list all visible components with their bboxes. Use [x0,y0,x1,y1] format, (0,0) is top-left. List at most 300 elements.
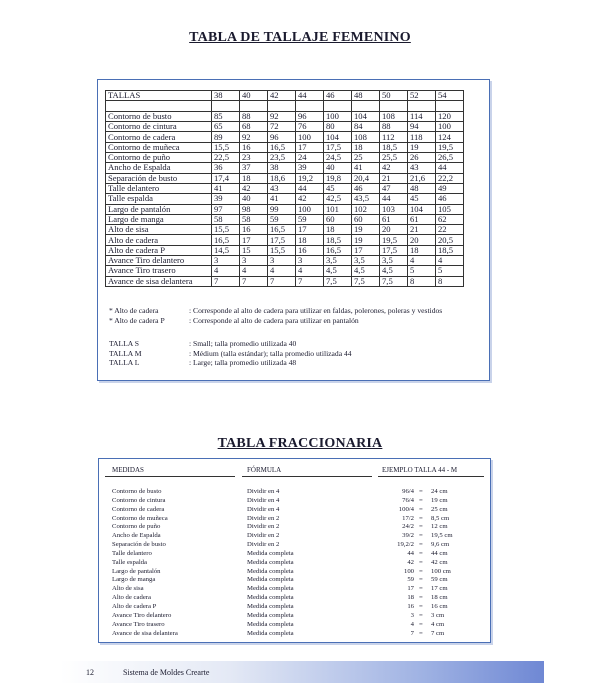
measure-name: Avance Tiro trasero [112,620,165,628]
equals-sign: = [419,505,423,513]
blank-cell [352,101,380,112]
result: 17 cm [431,585,448,593]
equals-sign: = [419,629,423,637]
size-header-cell: 50 [380,91,408,101]
measurement-row [106,245,464,255]
measurement-row [106,122,464,132]
result: 9,6 cm [431,541,450,549]
measurement-value: 20,5 [436,235,464,245]
equals-sign: = [419,585,423,593]
measurement-value: 4,5 [324,266,352,276]
measure-name: Contorno de cintura [112,496,166,504]
formula: Dividir en 4 [247,496,280,504]
measure-name: Avance de sisa delantera [112,629,178,637]
measurement-value: 39 [212,194,240,204]
measure-name: Separación de busto [112,541,166,549]
measurement-value: 20,4 [352,173,380,183]
measurement-value: 8 [436,276,464,286]
measurement-value: 80 [324,122,352,132]
sizes-panel [97,79,490,381]
measurement-value: 89 [212,132,240,142]
measure-name: Alto de sisa [112,585,144,593]
blank-cell [408,101,436,112]
measurement-value: 37 [240,163,268,173]
equals-sign: = [419,558,423,566]
measurement-value: 23 [240,153,268,163]
result: 44 cm [431,549,448,557]
fraction-row [99,506,490,515]
measurement-row [106,173,464,183]
hip-notes [109,306,442,325]
measurement-value: 96 [268,132,296,142]
measurement-value: 49 [436,183,464,193]
measurement-label: Contorno de busto [106,111,212,121]
measure-name: Alto de cadera P [112,602,157,610]
measurement-value: 47 [380,183,408,193]
measurement-row [106,132,464,142]
measurement-value: 60 [324,214,352,224]
measurement-value: 72 [268,122,296,132]
measurement-value: 3,5 [380,256,408,266]
measurement-value: 124 [436,132,464,142]
measurement-label: Contorno de cintura [106,122,212,132]
result: 42 cm [431,558,448,566]
result: 3 cm [431,611,445,619]
measurement-value: 17 [240,235,268,245]
result: 18 cm [431,594,448,602]
fraction-row [99,559,490,568]
measurement-value: 36 [212,163,240,173]
measurement-label: Talle delantero [106,183,212,193]
result: 16 cm [431,602,448,610]
measurement-value: 18 [296,235,324,245]
measurement-value: 43 [408,163,436,173]
measurement-value: 102 [352,204,380,214]
result: 19 cm [431,496,448,504]
measurement-value: 42,5 [324,194,352,204]
equals-sign: = [419,567,423,575]
measurement-value: 58 [212,214,240,224]
measurement-value: 61 [408,214,436,224]
measurement-value: 92 [240,132,268,142]
size-header-cell: 40 [240,91,268,101]
measurement-value: 100 [296,132,324,142]
formula: Medida completa [247,620,294,628]
blank-cell [212,101,240,112]
measurement-row [106,266,464,276]
measurement-value: 15,5 [268,245,296,255]
note-text: : Small; talla promedio utilizada 40 [189,339,297,348]
measurement-value: 7,5 [380,276,408,286]
note-key: * Alto de cadera P [109,315,165,325]
fraction-table-title: TABLA FRACCIONARIA [217,436,383,451]
calculation: 3 [410,611,414,619]
note-text: : Médium (talla estándar); talla promedio utilizada 44 [189,348,352,358]
blank-cell [296,101,324,112]
formula: Dividir en 4 [247,505,280,513]
measure-name: Ancho de Espalda [112,532,161,540]
size-header-cell: 38 [212,91,240,101]
equals-sign: = [419,620,423,628]
fraction-rows [99,488,490,638]
measurement-value: 44 [436,163,464,173]
measurement-value: 112 [380,132,408,142]
formula: Medida completa [247,629,294,637]
measurement-value: 88 [380,122,408,132]
measurement-value: 7 [212,276,240,286]
calculation: 24/2 [402,523,414,531]
blank-cell [106,101,212,112]
measurement-value: 17,5 [324,142,352,152]
measurement-label: Contorno de puño [106,153,212,163]
measurement-label: Separación de busto [106,173,212,183]
measurement-value: 84 [352,122,380,132]
equals-sign: = [419,541,423,549]
calculation: 42 [407,558,414,566]
measurement-value: 17,5 [380,245,408,255]
formula: Dividir en 2 [247,514,280,522]
measurement-value: 46 [436,194,464,204]
measurement-value: 100 [436,122,464,132]
formula: Dividir en 2 [247,532,280,540]
measurement-value: 3 [240,256,268,266]
equals-sign: = [419,594,423,602]
formula: Medida completa [247,549,294,557]
measurement-value: 15 [240,245,268,255]
size-legend [109,339,352,368]
result: 4 cm [431,620,445,628]
measurement-value: 19,8 [324,173,352,183]
measure-name: Contorno de cadera [112,505,165,513]
measurement-row [106,163,464,173]
measurement-value: 25,5 [380,153,408,163]
measurement-value: 26 [408,153,436,163]
size-header-cell: 48 [352,91,380,101]
measurement-value: 18,5 [436,245,464,255]
result: 12 cm [431,523,448,531]
measurement-value: 108 [352,132,380,142]
header-formula: FÓRMULA [247,466,282,474]
measurement-value: 5 [436,266,464,276]
size-header-cell: 44 [296,91,324,101]
measurement-row [106,214,464,224]
measurement-value: 43 [268,183,296,193]
note-text: : Corresponde al alto de cadera para utilizar en faldas, polerones, poleras y vestidos [189,306,443,315]
measurement-value: 7 [240,276,268,286]
measurement-value: 44 [296,183,324,193]
sizes-table-title: TABLA DE TALLAJE FEMENINO [189,30,411,45]
note-key: TALLA M [109,348,142,358]
measurement-value: 101 [324,204,352,214]
measurement-value: 61 [380,214,408,224]
fraction-row [99,612,490,621]
fraction-row [99,488,490,497]
note-key: * Alto de cadera [109,306,159,315]
measurement-row [106,194,464,204]
fraction-row [99,515,490,524]
calculation: 7 [410,629,414,637]
formula: Medida completa [247,602,294,610]
measurement-value: 7,5 [352,276,380,286]
measurement-value: 18 [324,225,352,235]
formula: Medida completa [247,558,294,566]
result: 7 cm [431,629,445,637]
measure-name: Largo de pantalón [112,567,161,575]
measurement-value: 4 [296,266,324,276]
measurement-value: 16,5 [268,142,296,152]
measurement-value: 105 [436,204,464,214]
measurement-value: 18,5 [380,142,408,152]
measurement-row [106,256,464,266]
measurement-value: 21 [408,225,436,235]
measurement-value: 68 [240,122,268,132]
calculation: 100/4 [398,505,414,513]
measurement-value: 42 [380,163,408,173]
measure-name: Contorno de muñeca [112,514,168,522]
measurement-value: 100 [324,111,352,121]
size-header-row [106,91,464,101]
measurement-value: 96 [296,111,324,121]
equals-sign: = [419,602,423,610]
measurement-value: 118 [408,132,436,142]
measurement-value: 41 [268,194,296,204]
fraction-row [99,603,490,612]
measurement-label: Contorno de muñeca [106,142,212,152]
blank-row [106,101,464,112]
measurement-value: 76 [296,122,324,132]
measurement-value: 42 [296,194,324,204]
measurement-row [106,142,464,152]
measurement-label: Largo de manga [106,214,212,224]
measurement-value: 26,5 [436,153,464,163]
measurement-label: Largo de pantalón [106,204,212,214]
measurement-value: 24,5 [324,153,352,163]
measurement-row [106,276,464,286]
blank-cell [436,101,464,112]
measurement-value: 4,5 [352,266,380,276]
result: 25 cm [431,505,448,513]
measurement-value: 40 [324,163,352,173]
measurement-label: Alto de cadera P [106,245,212,255]
measurement-value: 104 [352,111,380,121]
measurement-label: Avance Tiro delantero [106,256,212,266]
note-key: TALLA L [109,358,140,367]
measurement-value: 58 [240,214,268,224]
measurement-label: Alto de sisa [106,225,212,235]
measurement-row [106,111,464,121]
formula: Dividir en 2 [247,541,280,549]
result: 19,5 cm [431,532,453,540]
measurement-label: Avance de sisa delantera [106,276,212,286]
page-footer [60,661,544,683]
measurement-value: 17 [352,245,380,255]
formula: Dividir en 4 [247,488,280,495]
note-text: : Large; talla promedio utilizada 48 [189,358,297,367]
formula: Medida completa [247,576,294,584]
measurement-label: Contorno de cadera [106,132,212,142]
measurement-value: 17,4 [212,173,240,183]
measurement-value: 7,5 [324,276,352,286]
calculation: 96/4 [402,488,414,495]
measurement-value: 44 [380,194,408,204]
blank-cell [380,101,408,112]
measurement-value: 16,5 [212,235,240,245]
calculation: 59 [407,576,414,584]
measure-name: Talle espalda [112,558,147,566]
note-line [109,316,442,326]
result: 24 cm [431,488,448,495]
formula: Medida completa [247,585,294,593]
measurement-value: 88 [240,111,268,121]
note-line [109,358,352,368]
formula: Medida completa [247,594,294,602]
measurement-value: 23,5 [268,153,296,163]
equals-sign: = [419,488,423,495]
blank-cell [240,101,268,112]
equals-sign: = [419,576,423,584]
measurement-value: 3 [268,256,296,266]
measurement-value: 17 [296,142,324,152]
measurement-value: 14,5 [212,245,240,255]
size-header-label: TALLAS [106,91,212,101]
measurement-value: 99 [268,204,296,214]
measurement-value: 24 [296,153,324,163]
calculation: 19,2/2 [397,541,414,549]
measurement-value: 17,5 [268,235,296,245]
size-header-cell: 52 [408,91,436,101]
note-key: TALLA S [109,339,139,348]
page-number: 12 [86,668,94,677]
measurement-value: 62 [436,214,464,224]
fraction-row [99,585,490,594]
measurement-value: 25 [352,153,380,163]
formula: Dividir en 2 [247,523,280,531]
equals-sign: = [419,523,423,531]
measurement-value: 45 [408,194,436,204]
measurement-row [106,225,464,235]
measurement-label: Ancho de Espalda [106,163,212,173]
measurement-value: 103 [380,204,408,214]
fraction-row [99,576,490,585]
measurement-value: 3 [212,256,240,266]
measurement-value: 94 [408,122,436,132]
measurement-value: 59 [296,214,324,224]
calculation: 17/2 [402,514,414,522]
size-header-cell: 54 [436,91,464,101]
measurement-value: 20 [408,235,436,245]
measurement-value: 3,5 [324,256,352,266]
fraction-row [99,541,490,550]
measurement-value: 15,5 [212,225,240,235]
note-line [109,349,352,359]
measurement-value: 48 [408,183,436,193]
fraction-row [99,550,490,559]
fraction-row [99,621,490,630]
measurement-value: 41 [352,163,380,173]
measure-name: Talle delantero [112,549,152,557]
measurement-value: 5 [408,266,436,276]
measurement-value: 40 [240,194,268,204]
measurement-value: 98 [240,204,268,214]
publication-name: Sistema de Moldes Crearte [123,668,210,677]
measurement-label: Talle espalda [106,194,212,204]
header-medidas: MEDIDAS [112,466,144,474]
measurement-value: 19 [352,235,380,245]
size-chart-table [105,90,464,287]
measurement-value: 20 [380,225,408,235]
calculation: 17 [407,585,414,593]
measure-name: Alto de cadera [112,594,151,602]
measurement-value: 65 [212,122,240,132]
note-line [109,306,442,316]
header-underline [105,476,235,477]
measurement-value: 17 [296,225,324,235]
measurement-value: 19 [408,142,436,152]
equals-sign: = [419,549,423,557]
measurement-value: 18 [352,142,380,152]
measurement-value: 114 [408,111,436,121]
result: 8,5 cm [431,514,450,522]
measurement-value: 41 [212,183,240,193]
measurement-value: 22,2 [436,173,464,183]
fraction-row [99,594,490,603]
measurement-value: 104 [324,132,352,142]
blank-cell [268,101,296,112]
fraction-row [99,630,490,639]
equals-sign: = [419,611,423,619]
calculation: 100 [403,567,414,575]
calculation: 4 [410,620,414,628]
measurement-label: Avance Tiro trasero [106,266,212,276]
measurement-row [106,153,464,163]
measurement-value: 85 [212,111,240,121]
calculation: 44 [407,549,414,557]
equals-sign: = [419,514,423,522]
measurement-row [106,204,464,214]
header-underline [378,476,484,477]
fraction-panel [98,458,491,643]
measurement-value: 16,5 [324,245,352,255]
measurement-value: 3,5 [352,256,380,266]
measurement-value: 19 [352,225,380,235]
measurement-value: 92 [268,111,296,121]
measurement-value: 16 [240,225,268,235]
measurement-value: 120 [436,111,464,121]
measurement-value: 45 [324,183,352,193]
measurement-value: 18,5 [324,235,352,245]
measurement-value: 7 [268,276,296,286]
measure-name: Contorno de busto [112,488,162,495]
note-text: : Corresponde al alto de cadera para utilizar en pantalón [189,315,359,325]
measurement-value: 18,6 [268,173,296,183]
measurement-value: 108 [380,111,408,121]
measurement-value: 4,5 [380,266,408,276]
fraction-row [99,532,490,541]
measurement-value: 19,5 [436,142,464,152]
measure-name: Avance Tiro delantero [112,611,172,619]
measurement-value: 59 [268,214,296,224]
measurement-value: 22,5 [212,153,240,163]
equals-sign: = [419,532,423,540]
result: 59 cm [431,576,448,584]
measurement-row [106,235,464,245]
calculation: 18 [407,594,414,602]
measurement-value: 46 [352,183,380,193]
measurement-value: 18 [408,245,436,255]
header-underline [242,476,372,477]
measurement-value: 4 [240,266,268,276]
result: 100 cm [431,567,451,575]
